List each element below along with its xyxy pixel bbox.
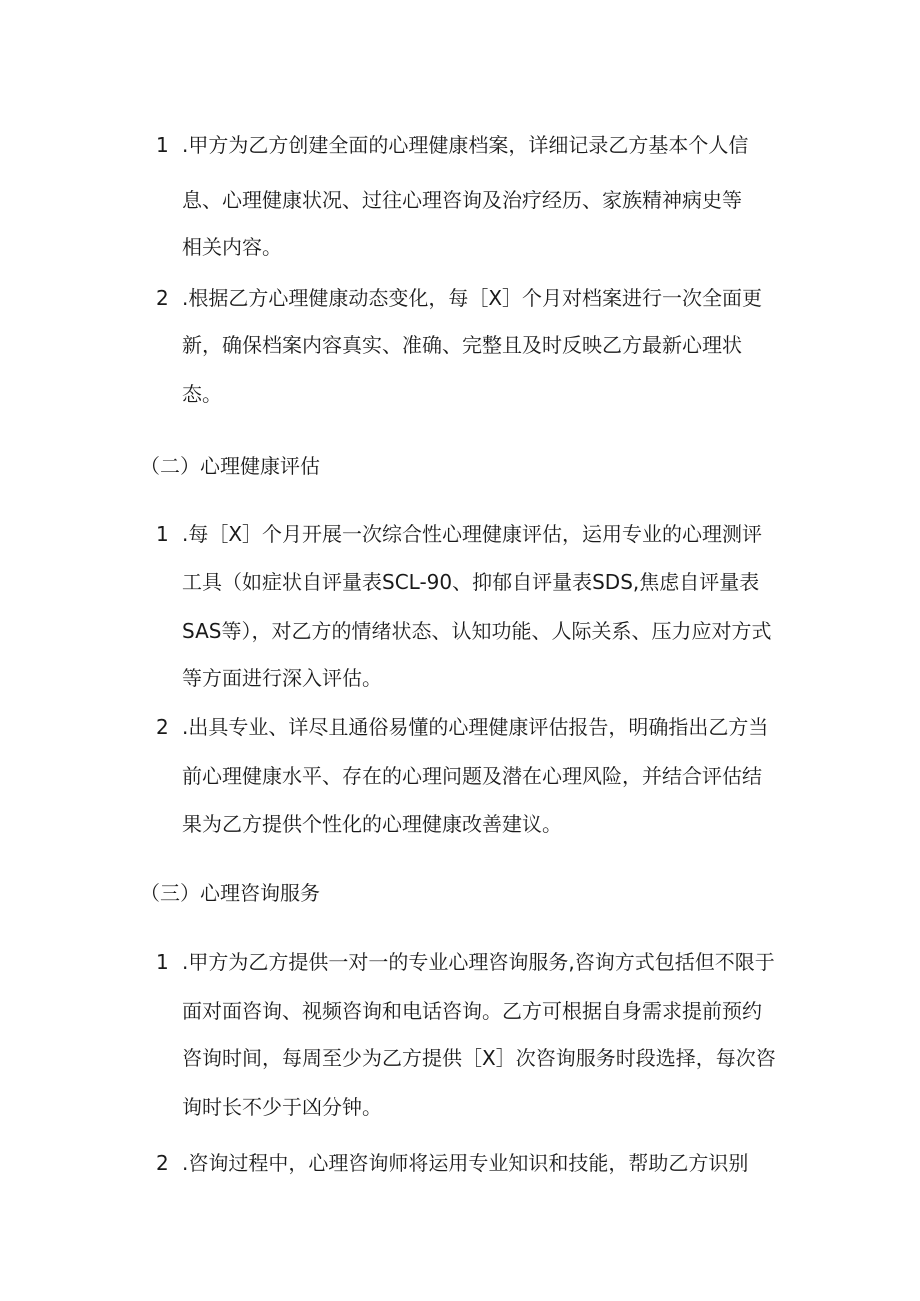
paragraph-line: .出具专业、详尽且通俗易懂的心理健康评估报告，明确指出乙方当 bbox=[182, 715, 769, 739]
section-heading: （三）心理咨询服务 bbox=[140, 881, 320, 905]
list-number: 2 bbox=[156, 1151, 169, 1175]
paragraph-line: 相关内容。 bbox=[182, 235, 282, 259]
paragraph-line: 咨询时间，每周至少为乙方提供［X］次咨询服务时段选择，每次咨 bbox=[182, 1046, 776, 1070]
paragraph-line: 询时长不少于凶分钟。 bbox=[182, 1095, 382, 1119]
paragraph-line: .根据乙方心理健康动态变化，每［X］个月对档案进行一次全面更 bbox=[182, 286, 763, 310]
list-number: 2 bbox=[156, 286, 169, 310]
paragraph-line: 果为乙方提供个性化的心理健康改善建议。 bbox=[182, 812, 562, 836]
paragraph-line: 新，确保档案内容真实、准确、完整且及时反映乙方最新心理状 bbox=[182, 333, 742, 357]
paragraph-line: .甲方为乙方创建全面的心理健康档案，详细记录乙方基本个人信 bbox=[182, 133, 749, 157]
paragraph-line: 面对面咨询、视频咨询和电话咨询。乙方可根据自身需求提前预约 bbox=[182, 999, 762, 1023]
paragraph-line: 态。 bbox=[182, 382, 222, 406]
list-number: 1 bbox=[156, 522, 169, 546]
section-heading: （二）心理健康评估 bbox=[140, 454, 320, 478]
paragraph-line: 等方面进行深入评估。 bbox=[182, 666, 382, 690]
paragraph-line: 息、心理健康状况、过往心理咨询及治疗经历、家族精神病史等 bbox=[182, 188, 742, 212]
paragraph-line: .甲方为乙方提供一对一的专业心理咨询服务,咨询方式包括但不限于 bbox=[182, 950, 775, 974]
paragraph-line: SAS等），对乙方的情绪状态、认知功能、人际关系、压力应对方式 bbox=[182, 619, 772, 643]
list-number: 1 bbox=[156, 133, 169, 157]
paragraph-line: 工具（如症状自评量表SCL-90、抑郁自评量表SDS,焦虑自评量表 bbox=[182, 570, 760, 594]
paragraph-line: 前心理健康水平、存在的心理问题及潜在心理风险，并结合评估结 bbox=[182, 764, 762, 788]
list-number: 2 bbox=[156, 715, 169, 739]
list-number: 1 bbox=[156, 950, 169, 974]
paragraph-line: .咨询过程中，心理咨询师将运用专业知识和技能，帮助乙方识别 bbox=[182, 1151, 749, 1175]
paragraph-line: .每［X］个月开展一次综合性心理健康评估，运用专业的心理测评 bbox=[182, 522, 763, 546]
